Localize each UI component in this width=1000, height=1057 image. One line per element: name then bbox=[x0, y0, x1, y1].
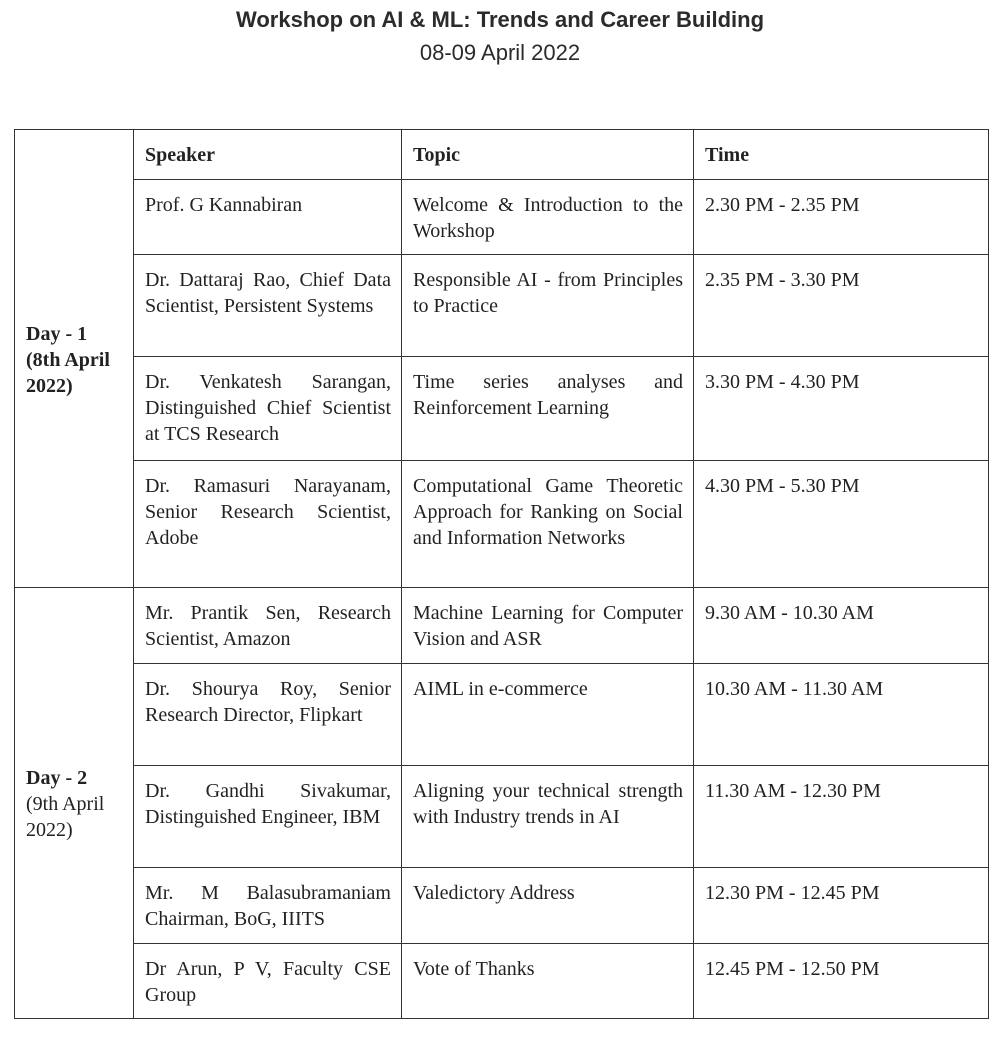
time-cell: 4.30 PM - 5.30 PM bbox=[694, 461, 989, 588]
table-row bbox=[15, 461, 989, 588]
speaker-cell: Prof. G Kannabiran bbox=[134, 180, 402, 255]
speaker-cell: Dr. Gandhi Sivakumar, Distinguished Engineer, IBM bbox=[134, 766, 402, 868]
topic-cell: Responsible AI - from Principles to Practice bbox=[402, 255, 694, 357]
table-row bbox=[15, 255, 989, 357]
speaker-cell: Dr. Ramasuri Narayanam, Senior Research Scientist, Adobe bbox=[134, 461, 402, 588]
topic-cell: Vote of Thanks bbox=[402, 944, 694, 1019]
topic-cell: Welcome & Introduction to the Workshop bbox=[402, 180, 694, 255]
time-cell: 12.30 PM - 12.45 PM bbox=[694, 868, 989, 944]
speaker-cell: Dr. Dattaraj Rao, Chief Data Scientist, Persistent Systems bbox=[134, 255, 402, 357]
table-header-row bbox=[15, 130, 989, 180]
column-header-time: Time bbox=[694, 130, 989, 180]
time-cell: 12.45 PM - 12.50 PM bbox=[694, 944, 989, 1019]
time-cell: 10.30 AM - 11.30 AM bbox=[694, 664, 989, 766]
document-header bbox=[0, 4, 1000, 70]
speaker-cell: Dr. Shourya Roy, Senior Research Director, Flipkart bbox=[134, 664, 402, 766]
table-row bbox=[15, 180, 989, 255]
table-row bbox=[15, 664, 989, 766]
time-cell: 3.30 PM - 4.30 PM bbox=[694, 357, 989, 461]
table-row bbox=[15, 944, 989, 1019]
page-title: Workshop on AI & ML: Trends and Career Building bbox=[235, 7, 765, 32]
time-cell: 11.30 AM - 12.30 PM bbox=[694, 766, 989, 868]
day-date: (8th April 2022) bbox=[26, 348, 110, 397]
table-row bbox=[15, 868, 989, 944]
topic-cell: Time series analyses and Reinforcement Learning bbox=[402, 357, 694, 461]
speaker-cell: Mr. Prantik Sen, Research Scientist, Amazon bbox=[134, 588, 402, 664]
topic-cell: Valedictory Address bbox=[402, 868, 694, 944]
table-row bbox=[15, 766, 989, 868]
topic-cell: Computational Game Theoretic Approach for Ranking on Social and Information Networks bbox=[402, 461, 694, 588]
time-cell: 9.30 AM - 10.30 AM bbox=[694, 588, 989, 664]
speaker-cell: Dr Arun, P V, Faculty CSE Group bbox=[134, 944, 402, 1019]
speaker-cell: Mr. M Balasubramaniam Chairman, BoG, IIITS bbox=[134, 868, 402, 944]
speaker-cell: Dr. Venkatesh Sarangan, Distinguished Chief Scientist at TCS Research bbox=[134, 357, 402, 461]
column-header-speaker: Speaker bbox=[134, 130, 402, 180]
time-cell: 2.35 PM - 3.30 PM bbox=[694, 255, 989, 357]
table-row bbox=[15, 357, 989, 461]
topic-cell: AIML in e-commerce bbox=[402, 664, 694, 766]
topic-cell: Machine Learning for Computer Vision and ASR bbox=[402, 588, 694, 664]
column-header-topic: Topic bbox=[402, 130, 694, 180]
day-label: Day - 1 bbox=[26, 322, 88, 345]
schedule-table bbox=[14, 129, 989, 1019]
day-label: Day - 2 bbox=[26, 767, 88, 789]
day-date: (9th April 2022) bbox=[26, 793, 105, 841]
event-date: 08-09 April 2022 bbox=[419, 40, 581, 65]
time-cell: 2.30 PM - 2.35 PM bbox=[694, 180, 989, 255]
day-cell bbox=[15, 130, 134, 588]
day-cell bbox=[15, 588, 134, 1019]
topic-cell: Aligning your technical strength with Industry trends in AI bbox=[402, 766, 694, 868]
table-row bbox=[15, 588, 989, 664]
